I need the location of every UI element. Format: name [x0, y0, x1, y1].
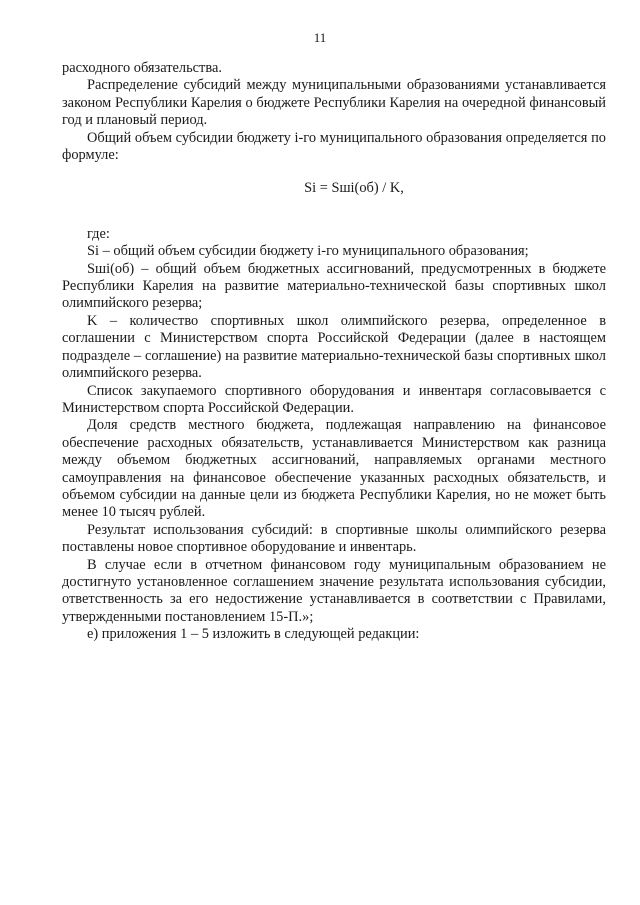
definition-sshi: Sшi(об) – общий объем бюджетных ассигнований, предусмотренных в бюджете Республики Карелия на развитие материально-технической базы спортивных школ олимпийского резерва; [62, 260, 606, 312]
paragraph-equipment-list: Список закупаемого спортивного оборудования и инвентаря согласовывается с Министерством спорта Российской Федерации. [62, 382, 606, 416]
formula: Si = Sшi(об) / K, [304, 180, 404, 197]
paragraph-formula-intro: Общий объем субсидии бюджету i-го муниципального образования определяется по формуле: [62, 129, 606, 164]
paragraph-local-budget-share: Доля средств местного бюджета, подлежащая направлению на финансовое обеспечение расходных обязательств, устанавливается Министерством как разница между объемом бюджетных ассигнований, направляемых органами местного самоуправления на финансовое обеспечение указанных расходных обязательств, и объемом субсидии на данные цели из бюджета Республики Карелия, но не может быть менее 10 тысяч рублей. [62, 417, 606, 521]
paragraph-result: Результат использования субсидий: в спортивные школы олимпийского резерва поставлены новое спортивное оборудование и инвентарь. [62, 521, 606, 556]
paragraph-where: где: [87, 225, 110, 242]
paragraph-continuation: расходного обязательства. [62, 60, 222, 76]
definition-k: K – количество спортивных школ олимпийского резерва, определенное в соглашении с Министерством спорта Российской Федерации (далее в настоящем подразделе – соглашение) на развитие материально-технической базы спортивных школ олимпийского резерва. [62, 312, 606, 382]
paragraph-distribution: Распределение субсидий между муниципальными образованиями устанавливается законом Республики Карелия о бюджете Республики Карелия на очередной финансовый год и плановый период. [62, 77, 606, 129]
definition-si: Si – общий объем субсидии бюджету i-го муниципального образования; [87, 243, 529, 260]
paragraph-appendices: е) приложения 1 – 5 изложить в следующей редакции: [87, 626, 420, 643]
document-body [62, 60, 606, 644]
page-number: 11 [313, 30, 327, 45]
paragraph-responsibility: В случае если в отчетном финансовом году муниципальным образованием не достигнуто установленное соглашением значение результата использования субсидии, ответственность за его недостижение устанавливается в соответствии с Правилами, утвержденными постановлением 15-П.»; [62, 556, 606, 625]
